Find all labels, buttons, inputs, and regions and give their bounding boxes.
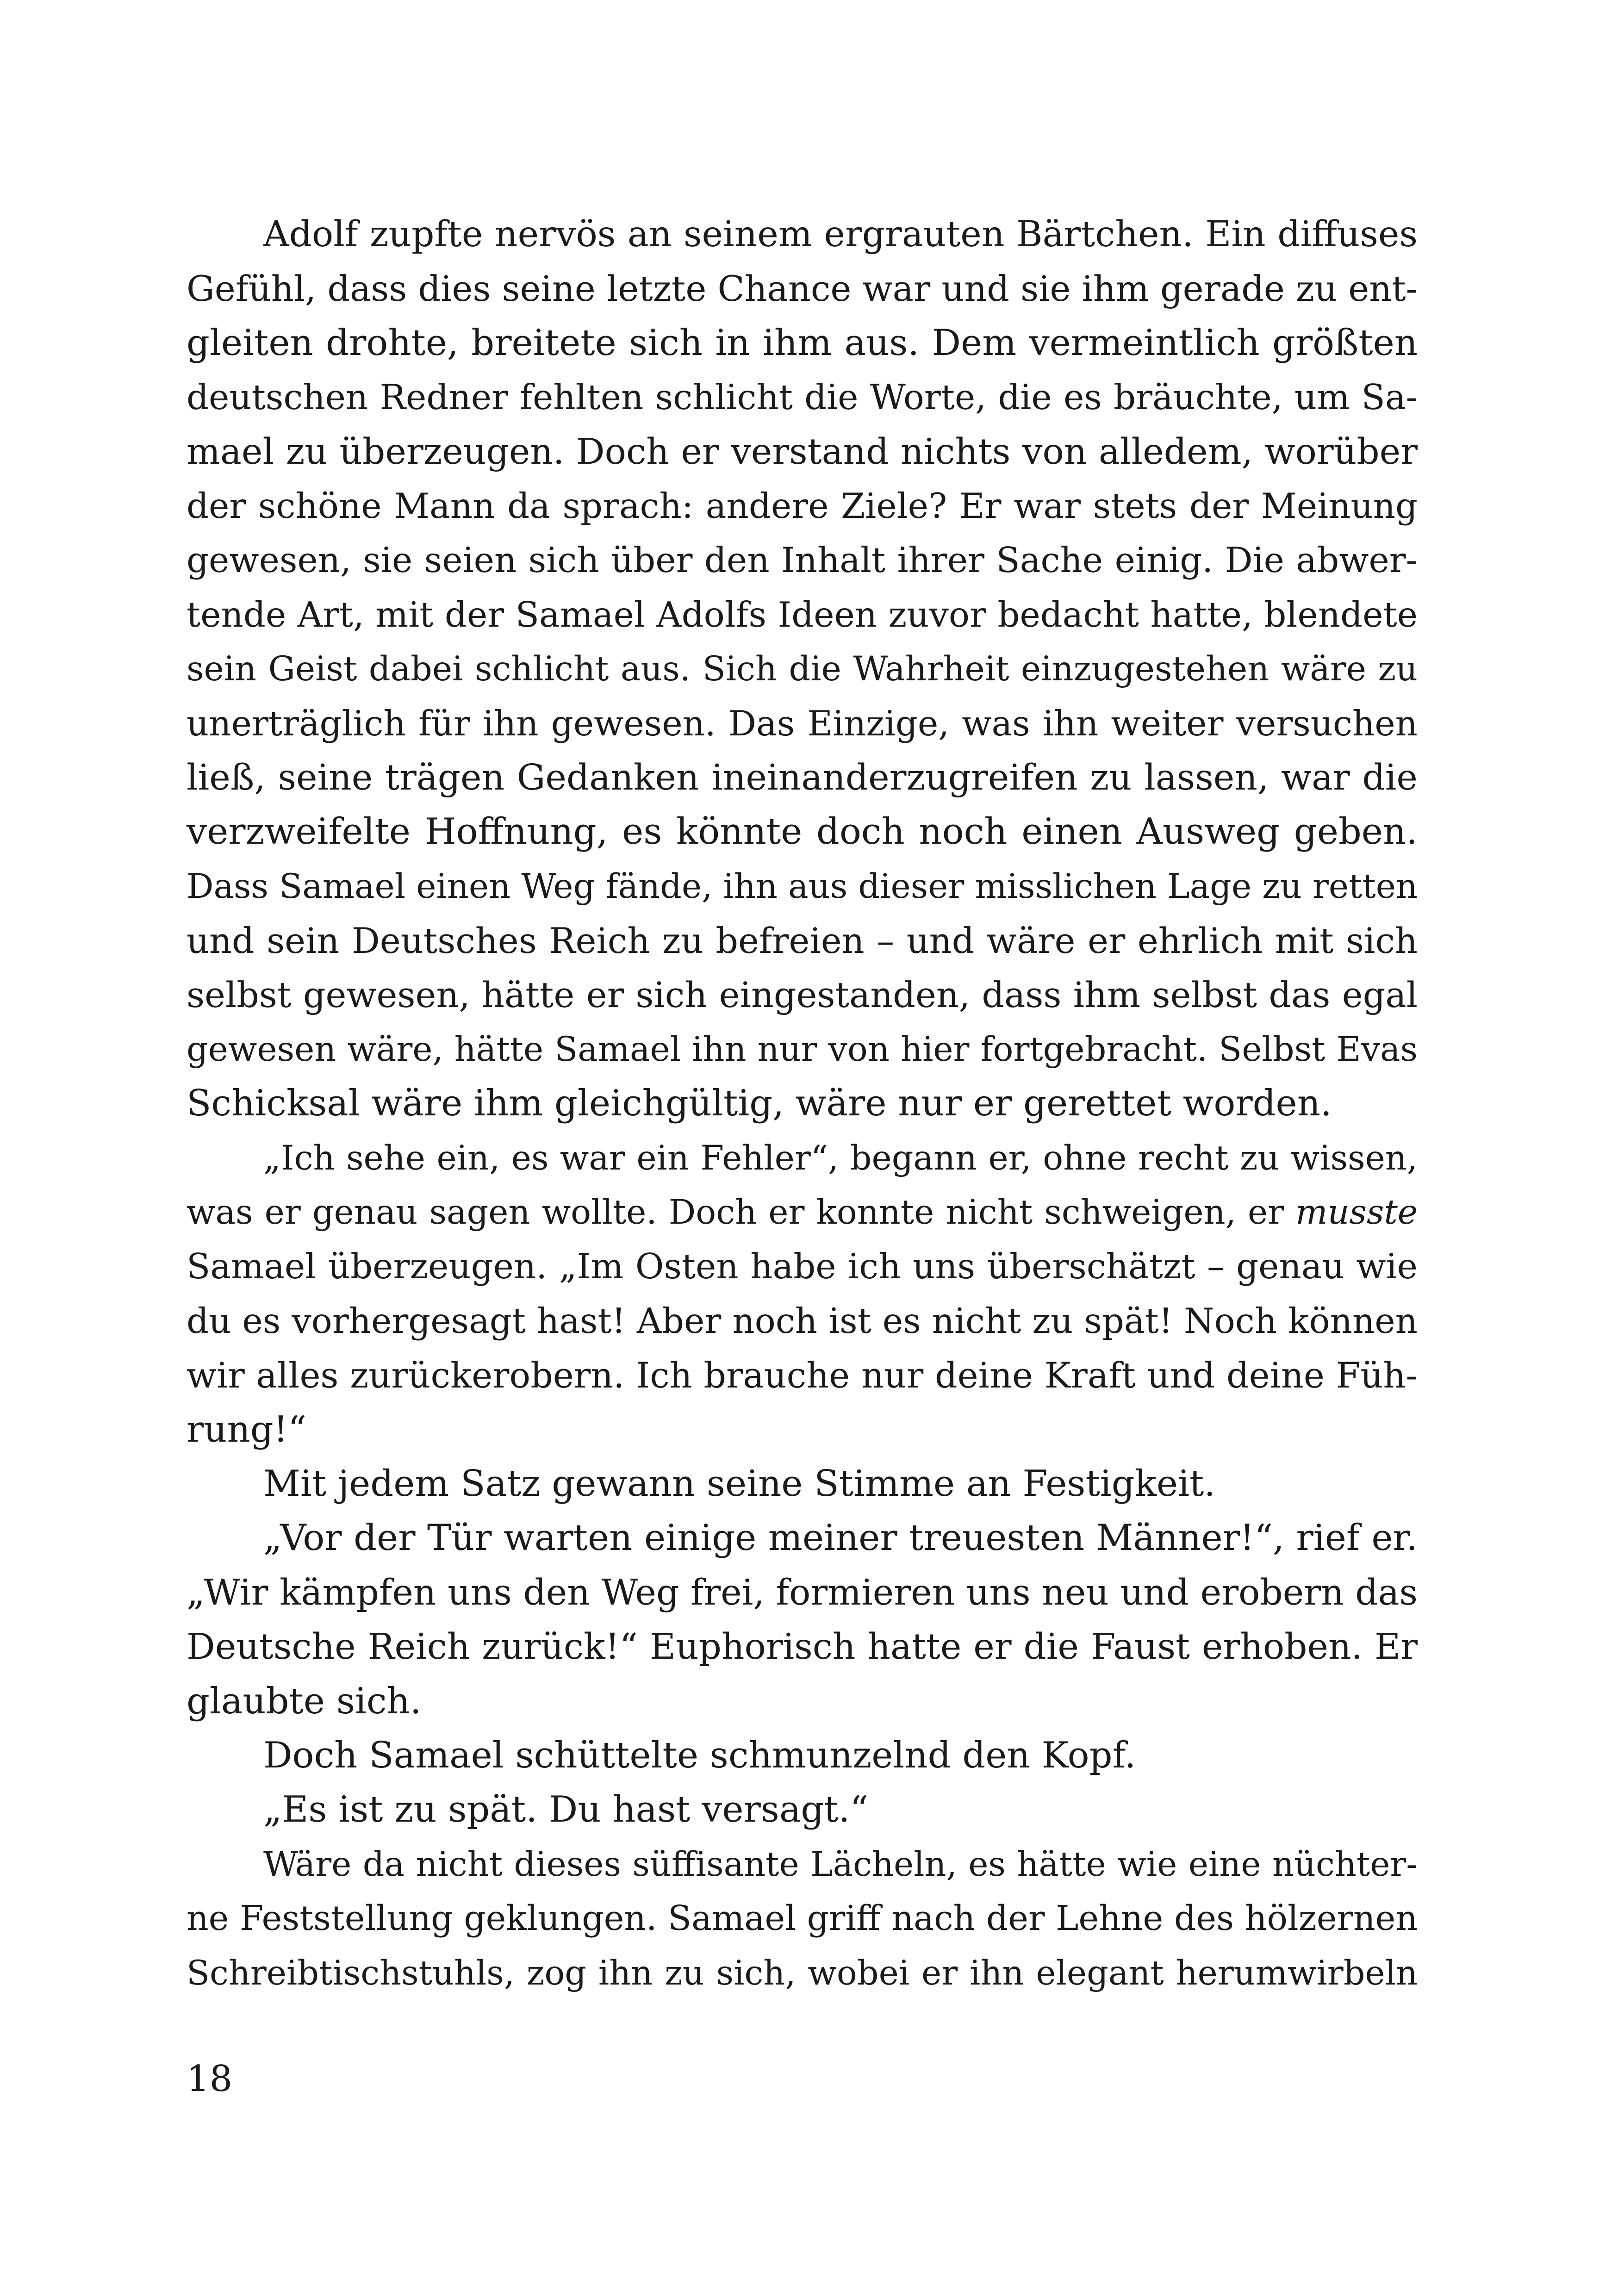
emphasized-word: musste xyxy=(1295,1193,1418,1232)
text-line: rung!“ xyxy=(187,1408,306,1450)
text-line: Schreibtischstuhls, zog ihn zu sich, wobei er ihn elegant herumwirbeln xyxy=(187,1953,1418,1993)
text-line: Deutsche Reich zurück!“ Euphorisch hatte er die Faust erhoben. Er xyxy=(187,1626,1418,1668)
text-line: Gefühl, dass dies seine letzte Chance war und sie ihm gerade zu ent- xyxy=(187,268,1418,310)
text-line: „Es ist zu spät. Du hast versagt.“ xyxy=(263,1789,869,1831)
text-line: verzweifelte Hoffnung, es könnte doch noch einen Ausweg geben. xyxy=(187,811,1418,853)
text-line: Wäre da nicht dieses süffisante Lächeln, es hätte wie eine nüchter- xyxy=(263,1844,1418,1884)
text-line: du es vorhergesagt hast! Aber noch ist es nicht zu spät! Noch können xyxy=(187,1300,1418,1341)
text-line: gleiten drohte, breitete sich in ihm aus. Dem vermeintlich größten xyxy=(187,322,1418,364)
text-line: Samael überzeugen. „Im Osten habe ich uns überschätzt – genau wie xyxy=(187,1246,1418,1287)
page-number: 18 xyxy=(187,2058,233,2100)
text-line-segment: was er genau sagen wollte. Doch er konnte nicht schweigen, er xyxy=(187,1193,1296,1232)
text-line xyxy=(187,1185,1418,1239)
text-line: „Vor der Tür warten einige meiner treuesten Männer!“, rief er. xyxy=(263,1517,1418,1559)
text-line: glaubte sich. xyxy=(187,1680,422,1722)
text-line: der schöne Mann da sprach: andere Ziele? Er war stets der Meinung xyxy=(187,485,1418,526)
text-line: gewesen wäre, hätte Samael ihn nur von hier fortgebracht. Selbst Evas xyxy=(187,1029,1418,1069)
text-line: wir alles zurückerobern. Ich brauche nur deine Kraft und deine Füh- xyxy=(187,1355,1418,1396)
text-line: Schicksal wäre ihm gleichgültig, wäre nur er gerettet worden. xyxy=(187,1083,1332,1125)
text-line: und sein Deutsches Reich zu befreien – und wäre er ehrlich mit sich xyxy=(187,920,1418,962)
text-line: Mit jedem Satz gewann seine Stimme an Festigkeit. xyxy=(263,1462,1216,1505)
text-line: gewesen, sie seien sich über den Inhalt ihrer Sache einig. Die abwer- xyxy=(187,540,1418,581)
text-line: mael zu überzeugen. Doch er verstand nichts von alledem, worüber xyxy=(187,431,1418,473)
text-line: ließ, seine trägen Gedanken ineinanderzugreifen zu lassen, war die xyxy=(187,757,1418,798)
text-line: „Wir kämpfen uns den Weg frei, formieren uns neu und erobern das xyxy=(187,1572,1418,1613)
text-line: ne Feststellung geklungen. Samael griff nach der Lehne des hölzernen xyxy=(187,1898,1418,1939)
text-line: Dass Samael einen Weg fände, ihn aus dieser misslichen Lage zu retten xyxy=(187,866,1418,906)
text-line: tende Art, mit der Samael Adolfs Ideen zuvor bedacht hatte, blendete xyxy=(187,594,1418,635)
text-line: unerträglich für ihn gewesen. Das Einzige, was ihn weiter versuchen xyxy=(187,703,1418,744)
text-line: „Ich sehe ein, es war ein Fehler“, begann er, ohne recht zu wissen, xyxy=(263,1138,1418,1178)
text-line: sein Geist dabei schlicht aus. Sich die Wahrheit einzugestehen wäre zu xyxy=(187,649,1418,689)
text-line: deutschen Redner fehlten schlicht die Worte, die es bräuchte, um Sa- xyxy=(187,377,1418,418)
text-line: Adolf zupfte nervös an seinem ergrauten Bärtchen. Ein diffuses xyxy=(263,214,1418,255)
text-line: selbst gewesen, hätte er sich eingestanden, dass ihm selbst das egal xyxy=(187,974,1418,1016)
body-text xyxy=(187,207,1418,2000)
text-line: Doch Samael schüttelte schmunzelnd den Kopf. xyxy=(263,1734,1136,1776)
